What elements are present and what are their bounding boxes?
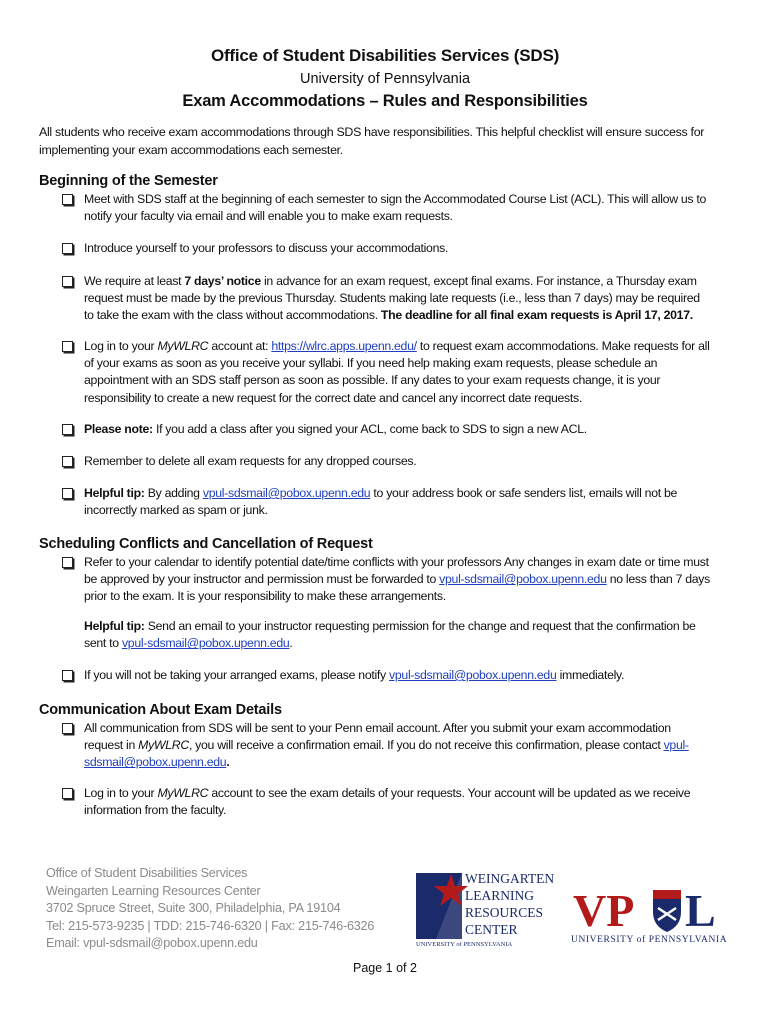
svg-text:WEINGARTEN: WEINGARTEN (465, 871, 555, 886)
checkbox-icon[interactable] (62, 670, 73, 681)
checkbox-icon[interactable] (62, 488, 73, 499)
checklist-item (62, 720, 712, 772)
item-text: Please note: If you add a class after you signed your ACL, come back to SDS to sign a new ACL. (84, 422, 587, 436)
document-title: Exam Accommodations – Rules and Responsibilities (182, 92, 588, 110)
checkbox-icon[interactable] (62, 788, 73, 799)
checklist-item (62, 485, 712, 519)
svg-text:UNIVERSITY of PENNSYLVANIA: UNIVERSITY of PENNSYLVANIA (571, 935, 728, 945)
checkbox-icon[interactable] (62, 424, 73, 435)
checklist-item (62, 785, 712, 819)
checklist-item (62, 667, 712, 684)
checklist-item (62, 240, 712, 257)
checkbox-icon[interactable] (62, 341, 73, 352)
svg-text:RESOURCES: RESOURCES (465, 905, 544, 920)
checklist-item (62, 453, 712, 470)
item-text: All communication from SDS will be sent to your Penn email account. After you submit your exam accommodation request in MyWLRC, you will receive a confirmation email. If you do not receive this confirmation, please contact vpul-sdsmail@pobox.upenn.edu. (84, 721, 689, 770)
university-subtitle: University of Pennsylvania (299, 71, 471, 87)
checkbox-icon[interactable] (62, 276, 73, 287)
vpul-logo (569, 876, 729, 948)
svg-text:LEARNING: LEARNING (465, 888, 534, 903)
svg-text:UNIVERSITY of PENNSYLVANIA: UNIVERSITY of PENNSYLVANIA (416, 941, 513, 948)
footer-line: 3702 Spruce Street, Suite 300, Philadelphia, PA 19104 (46, 901, 341, 916)
email-link[interactable]: vpul-sdsmail@pobox.upenn.edu (389, 668, 557, 682)
footer-line: Office of Student Disabilities Services (46, 866, 248, 880)
item-text: Meet with SDS staff at the beginning of each semester to sign the Accommodated Course List (ACL). This will allow us to notify your faculty via email and will enable you to make exam requests. (84, 192, 707, 224)
helpful-tip-note: Helpful tip: Send an email to your instructor requesting permission for the change and request that the confirmation be sent to vpul-sdsmail@pobox.upenn.edu. (84, 619, 696, 651)
checklist-item (62, 421, 712, 438)
page-number: Page 1 of 2 (353, 961, 417, 975)
item-text: Refer to your calendar to identify potential date/time conflicts with your professors Any changes in exam date or time must be approved by your instructor and permission must be forwarded to vpul-sdsmail@pobox.upenn.edu no less than 7 days prior to the exam. It is your responsibility to make these arrangements. (84, 555, 711, 604)
checkbox-icon[interactable] (62, 243, 73, 254)
wlrc-link[interactable]: https://wlrc.apps.upenn.edu/ (271, 339, 417, 353)
item-text: Remember to delete all exam requests for any dropped courses. (84, 454, 417, 468)
email-link[interactable]: vpul-sdsmail@pobox.upenn.edu (121, 636, 290, 651)
item-text: Helpful tip: By adding vpul-sdsmail@pobox.upenn.edu to your address book or safe senders list, emails will not be incorrectly marked as spam or junk. (84, 486, 678, 518)
item-text: Log in to your MyWLRC account to see the exam details of your requests. Your account will be updated as we receive information from the faculty. (84, 786, 691, 818)
checklist-item (62, 273, 712, 325)
intro-paragraph: All students who receive exam accommodations through SDS have responsibilities. This helpful checklist will ensure success for implementing your exam accommodations each semester. (39, 125, 705, 157)
checkbox-icon[interactable] (62, 557, 73, 568)
office-title: Office of Student Disabilities Services (SDS) (210, 46, 560, 65)
checkbox-icon[interactable] (62, 194, 73, 205)
checkbox-icon[interactable] (62, 456, 73, 467)
item-text: Introduce yourself to your professors to discuss your accommodations. (84, 241, 449, 255)
footer-line: Weingarten Learning Resources Center (46, 883, 261, 898)
svg-text:CENTER: CENTER (465, 922, 518, 937)
footer-line: Tel: 215-573-9235 | TDD: 215-746-6320 | Fax: 215-746-6326 (46, 918, 375, 933)
checklist-item (62, 191, 712, 225)
section-heading-beginning: Beginning of the Semester (39, 173, 218, 189)
item-text: We require at least 7 days’ notice in advance for an exam request, except final exams. For instance, a Thursday exam request must be made by the previous Thursday. Students making late requests (i.e., less than 7 days) may be required to take the exam with the class without accommodations. The deadline for all final exam requests is April 17, 2017. (84, 274, 700, 323)
svg-text:VP: VP (573, 885, 635, 936)
checklist-item (62, 554, 712, 606)
email-link[interactable]: vpul-sdsmail@pobox.upenn.edu (84, 738, 689, 770)
penn-shield-icon (653, 890, 681, 932)
wlrc-logo (416, 868, 566, 948)
checklist-item (62, 338, 712, 407)
svg-text:L: L (685, 885, 716, 936)
footer-contact (46, 865, 374, 953)
footer-line: Email: vpul-sdsmail@pobox.upenn.edu (46, 936, 258, 951)
email-link[interactable]: vpul-sdsmail@pobox.upenn.edu (439, 572, 607, 587)
section-heading-communication: Communication About Exam Details (39, 702, 282, 718)
section-heading-scheduling: Scheduling Conflicts and Cancellation of Request (39, 536, 373, 552)
email-link[interactable]: vpul-sdsmail@pobox.upenn.edu (202, 486, 371, 500)
checkbox-icon[interactable] (62, 723, 73, 734)
item-text: Log in to your MyWLRC account at: https://wlrc.apps.upenn.edu/ to request exam accommodations. Make requests for all of your exams as soon as you receive your syllabi. If you need help making exam requests, please schedule an appointment with an SDS staff person as soon as possible. If any dates to your exam requests change, it is your responsibility to create a new request for the correct date and cancel any incorrect date requests. (84, 339, 710, 405)
item-text: If you will not be taking your arranged exams, please notify vpul-sdsmail@pobox.upenn.edu immediately. (84, 668, 625, 682)
